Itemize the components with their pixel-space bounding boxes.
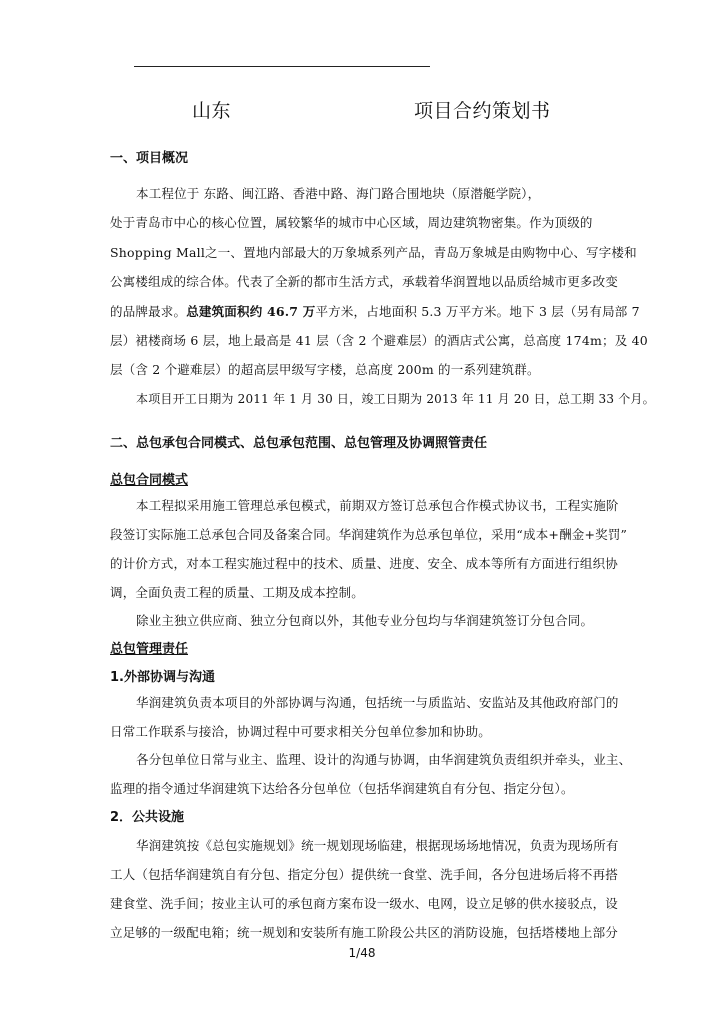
section-heading-overview: 一、项目概况	[110, 151, 189, 166]
paragraph-line: 段签订实际施工总承包合同及备案合同。华润建筑作为总承包单位，采用“成本+酬金+奖罚”	[110, 527, 628, 542]
paragraph-line: 监理的指令通过华润建筑下达给各分包单位（包括华润建筑自有分包、指定分包）。	[110, 781, 574, 796]
paragraph-line: 工人（包括华润建筑自有分包、指定分包）提供统一食堂、洗手间，各分包进场后将不再搭	[110, 867, 619, 882]
paragraph-line: 日常工作联系与接洽，协调过程中可要求相关分包单位参加和协助。	[110, 724, 492, 739]
text-run: 的品牌最求。	[110, 304, 187, 319]
text-run: 平方米，占地面积 5.3 万平方米。地下 3 层（另有局部 7	[315, 304, 640, 319]
paragraph-line: 本工程位于 东路、闽江路、香港中路、海门路合围地块（原潜艇学院），	[136, 186, 541, 201]
paragraph-line: 本项目开工日期为 2011 年 1 月 30 日，竣工日期为 2013 年 11 月 20 日，总工期 33 个月。	[136, 392, 655, 406]
paragraph-line: 的计价方式，对本工程实施过程中的技术、质量、进度、安全、成本等所有方面进行组织协	[110, 556, 619, 571]
paragraph-line: 华润建筑负责本项目的外部协调与沟通，包括统一与质监站、安监站及其他政府部门的	[136, 695, 619, 710]
paragraph-line: Shopping Mall之一、置地内部最大的万象城系列产品，青岛万象城是由购物中心、写字楼和	[110, 245, 637, 260]
paragraph-line: 除业主独立供应商、独立分包商以外，其他专业分包均与华润建筑签订分包合同。	[136, 613, 594, 628]
paragraph-line: 处于青岛市中心的核心位置，属较繁华的城市中心区域，周边建筑物密集。作为顶级的	[110, 215, 593, 230]
subheading-management: 总包管理责任	[110, 642, 189, 657]
paragraph-line: 公寓楼组成的综合体。代表了全新的都市生活方式，承载着华润置地以品质给城市更多改变	[110, 274, 619, 289]
bold-text-area: 总建筑面积约 46.7 万	[186, 304, 316, 319]
paragraph-line: 各分包单位日常与业主、监理、设计的沟通与协调，由华润建筑负责组织并牵头，业主、	[136, 752, 632, 767]
paragraph-line: 调，全面负责工程的质量、工期及成本控制。	[110, 585, 365, 600]
paragraph-line-area	[110, 302, 640, 320]
paragraph-line: 本工程拟采用施工管理总承包模式，前期双方签订总承包合作模式协议书，工程实施阶	[136, 498, 619, 513]
item-heading-external: 1.外部协调与沟通	[110, 670, 215, 685]
paragraph-line: 层（含 2 个避难层）的超高层甲级写字楼，总高度 200m 的一系列建筑群。	[110, 362, 540, 377]
header-rule	[134, 66, 430, 67]
paragraph-line: 建食堂、洗手间；按业主认可的承包商方案布设一级水、电网，设立足够的供水接驳点，设	[110, 896, 619, 911]
paragraph-line: 华润建筑按《总包实施规划》统一规划现场临建，根据现场场地情况，负责为现场所有	[136, 838, 619, 853]
item-heading-facilities: 2．公共设施	[110, 810, 185, 825]
subheading-contract-mode: 总包合同模式	[110, 473, 189, 488]
paragraph-line: 立足够的一级配电箱；统一规划和安装所有施工阶段公共区的消防设施，包括塔楼地上部分	[110, 925, 619, 940]
title-right: 项目合约策划书	[414, 100, 551, 122]
page-number: 1/48	[348, 946, 376, 960]
title-left: 山东	[192, 100, 232, 122]
section-heading-contract: 二、总包承包合同模式、总包承包范围、总包管理及协调照管责任	[110, 436, 488, 451]
paragraph-line: 层）裙楼商场 6 层，地上最高是 41 层（含 2 个避难层）的酒店式公寓，总高度 174m；及 40	[110, 333, 648, 348]
